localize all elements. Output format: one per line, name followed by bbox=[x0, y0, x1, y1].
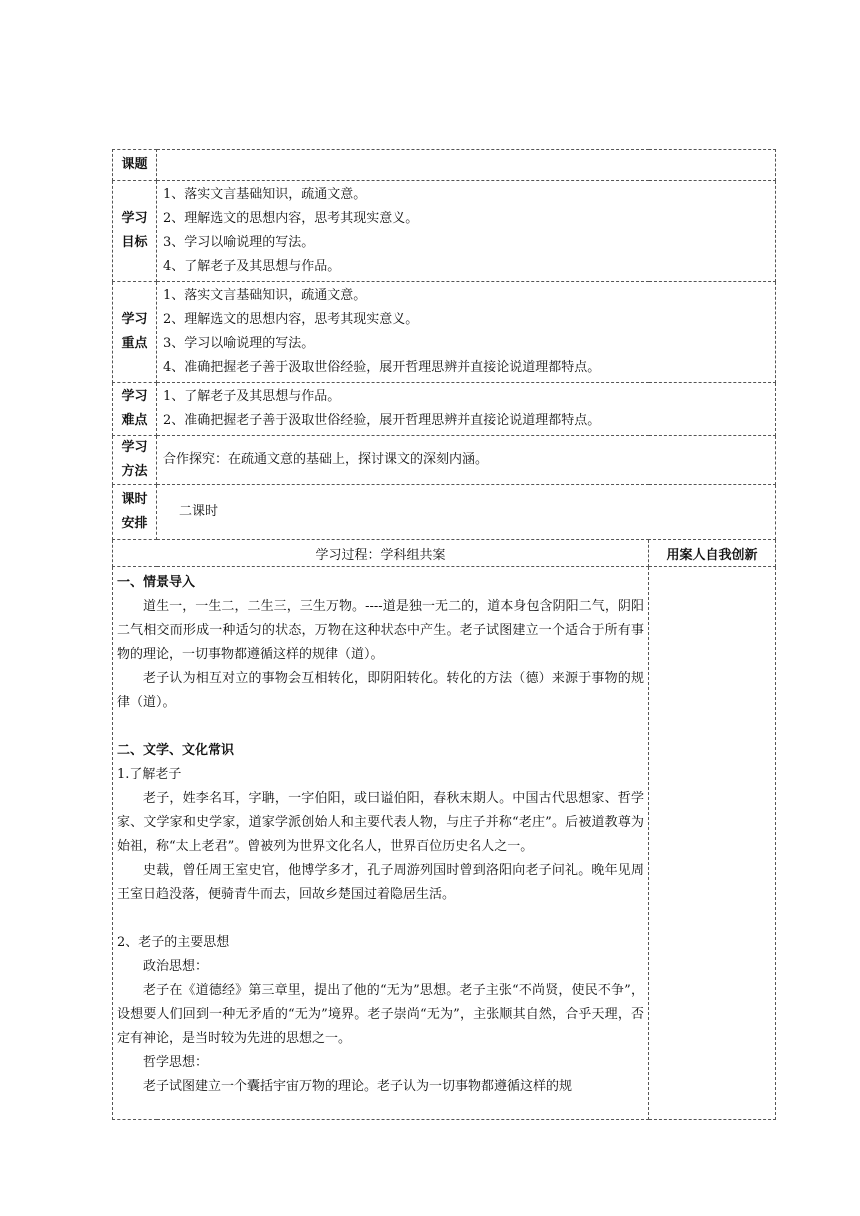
label-key-points: 学习 重点 bbox=[113, 282, 157, 383]
paragraph: 道生一，一生二，二生三，三生万物。----道是独一无二的，道本身包含阴阳二气，阴阳二气相交而形成一种适匀的状态，万物在这种状态中产生。老子试图建立一个适合于所有事物的理论，一切事物都遵循这样的规律（道）。 bbox=[117, 599, 644, 662]
goal-item: 4、了解老子及其思想与作品。 bbox=[163, 259, 341, 274]
goal-item: 1、落实文言基础知识，疏通文意。 bbox=[163, 187, 367, 202]
subheading: 1.了解老子 bbox=[117, 767, 182, 782]
row-process bbox=[113, 567, 776, 1120]
section-heading: 一、情景导入 bbox=[117, 575, 196, 590]
key-point-item: 2、理解选文的思想内容，思考其现实意义。 bbox=[163, 312, 419, 327]
spacer bbox=[117, 907, 644, 931]
spacer bbox=[117, 715, 644, 739]
label-goals: 学习 目标 bbox=[113, 181, 157, 282]
label-schedule: 课时 安排 bbox=[113, 485, 157, 540]
title-value bbox=[157, 150, 776, 181]
label-title: 课题 bbox=[113, 150, 157, 181]
paragraph: 老子，姓李名耳，字聃，一字伯阳，或曰谥伯阳，春秋末期人。中国古代思想家、哲学家、文学家和史学家，道家学派创始人和主要代表人物，与庄子并称“老庄”。后被道教尊为始祖，称“太上老君”。曾被列为世界文化名人，世界百位历史名人之一。 bbox=[117, 791, 644, 854]
process-content bbox=[113, 567, 649, 1120]
row-process-header bbox=[113, 540, 776, 567]
paragraph: 老子认为相互对立的事物会互相转化，即阴阳转化。转化的方法（德）来源于事物的规律（道）。 bbox=[117, 671, 644, 710]
key-points-list bbox=[157, 282, 776, 383]
method-value: 合作探究：在疏通文意的基础上，探讨课文的深刻内涵。 bbox=[157, 436, 776, 485]
key-point-item: 1、落实文言基础知识，疏通文意。 bbox=[163, 288, 367, 303]
row-title bbox=[113, 150, 776, 181]
goal-item: 2、理解选文的思想内容，思考其现实意义。 bbox=[163, 211, 419, 226]
label-method: 学习 方法 bbox=[113, 436, 157, 485]
lesson-plan bbox=[112, 149, 775, 1120]
goal-item: 3、学习以喻说理的写法。 bbox=[163, 235, 315, 250]
subheading: 哲学思想： bbox=[143, 1055, 209, 1070]
difficulties-list bbox=[157, 383, 776, 436]
paragraph: 史载，曾任周王室史官，他博学多才，孔子周游列国时曾到洛阳向老子问礼。晚年见周王室日趋没落，便骑青牛而去，回故乡楚国过着隐居生活。 bbox=[117, 863, 644, 902]
section-heading: 二、文学、文化常识 bbox=[117, 743, 235, 758]
row-method bbox=[113, 436, 776, 485]
paragraph: 老子试图建立一个囊括宇宙万物的理论。老子认为一切事物都遵循这样的规 bbox=[143, 1079, 573, 1094]
lesson-plan-table bbox=[112, 149, 776, 1120]
difficulty-item: 2、准确把握老子善于汲取世俗经验，展开哲理思辨并直接论说道理都特点。 bbox=[163, 413, 601, 428]
goals-list bbox=[157, 181, 776, 282]
label-difficulties: 学习 难点 bbox=[113, 383, 157, 436]
subheading: 政治思想： bbox=[143, 959, 209, 974]
difficulty-item: 1、了解老子及其思想与作品。 bbox=[163, 389, 341, 404]
key-point-item: 4、准确把握老子善于汲取世俗经验，展开哲理思辨并直接论说道理都特点。 bbox=[163, 360, 601, 375]
row-key-points bbox=[113, 282, 776, 383]
schedule-value: 二课时 bbox=[157, 485, 776, 540]
row-difficulties bbox=[113, 383, 776, 436]
process-header: 学习过程：学科组共案 bbox=[113, 540, 649, 567]
key-point-item: 3、学习以喻说理的写法。 bbox=[163, 336, 315, 351]
paragraph: 老子在《道德经》第三章里，提出了他的“无为”思想。老子主张“不尚贤，使民不争”，设想要人们回到一种无矛盾的“无为”境界。老子崇尚“无为”，主张顺其自然，合乎天理，否定有神论，是当时较为先进的思想之一。 bbox=[117, 983, 644, 1046]
subheading: 2、老子的主要思想 bbox=[117, 935, 230, 950]
innovation-header: 用案人自我创新 bbox=[649, 540, 776, 567]
row-schedule bbox=[113, 485, 776, 540]
innovation-column[interactable] bbox=[649, 567, 776, 1120]
row-goals bbox=[113, 181, 776, 282]
